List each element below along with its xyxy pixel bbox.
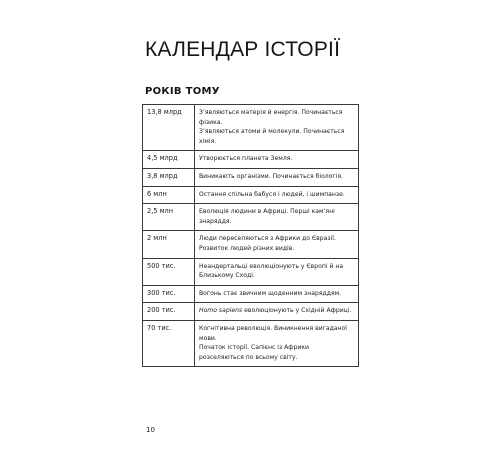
timeline-row bbox=[143, 204, 359, 231]
timeline-time: 300 тис. bbox=[143, 285, 195, 303]
timeline-event bbox=[195, 303, 359, 321]
timeline-row bbox=[143, 186, 359, 204]
timeline-event bbox=[195, 204, 359, 231]
timeline-event bbox=[195, 320, 359, 366]
timeline-time: 70 тис. bbox=[143, 320, 195, 366]
event-text: Люди переселяються з Африки до Євразії. Розвиток людей різних видів. bbox=[199, 235, 336, 252]
timeline-time: 200 тис. bbox=[143, 303, 195, 321]
timeline-event-line bbox=[199, 207, 355, 226]
timeline-time: 500 тис. bbox=[143, 258, 195, 285]
timeline-row bbox=[143, 105, 359, 151]
event-text: Початок історії. Сапієнс із Африки розселяються по всьому світу. bbox=[199, 344, 309, 361]
timeline-time: 2,5 млн bbox=[143, 204, 195, 231]
timeline-event-line bbox=[199, 306, 355, 316]
timeline-time: 13,8 млрд bbox=[143, 105, 195, 151]
timeline-event bbox=[195, 168, 359, 186]
timeline-event-line bbox=[199, 172, 355, 182]
timeline-event-line bbox=[199, 289, 355, 299]
timeline-event bbox=[195, 231, 359, 258]
timeline-time: 6 млн bbox=[143, 186, 195, 204]
timeline-row bbox=[143, 285, 359, 303]
event-text: Остання спільна бабуся і людей, і шимпанзе. bbox=[199, 190, 345, 198]
timeline-event-line bbox=[199, 343, 355, 362]
timeline-row bbox=[143, 168, 359, 186]
event-text: Вогонь стає звичним щоденним знаряддям. bbox=[199, 289, 342, 297]
timeline-event bbox=[195, 151, 359, 169]
event-text: Еволюція людини в Африці. Перші кам’яні знаряддя. bbox=[199, 208, 335, 225]
timeline-time: 2 млн bbox=[143, 231, 195, 258]
timeline-table bbox=[142, 104, 359, 367]
event-text: З’являються матерія й енергія. Починається фізика. bbox=[199, 109, 343, 126]
event-text: еволюціонують у Східній Африці. bbox=[242, 307, 352, 315]
event-text: Виникають організми. Починається біологія. bbox=[199, 172, 343, 180]
event-text: З’являються атоми й молекули. Починається хімія. bbox=[199, 128, 345, 145]
timeline-row bbox=[143, 151, 359, 169]
timeline-event-line bbox=[199, 324, 355, 343]
timeline-event-line bbox=[199, 154, 355, 164]
timeline-event-line bbox=[199, 234, 355, 253]
timeline-event bbox=[195, 105, 359, 151]
timeline-event-line bbox=[199, 127, 355, 146]
page-title: КАЛЕНДАР ІСТОРІЇ bbox=[145, 38, 341, 61]
timeline-event-line bbox=[199, 262, 355, 281]
timeline-event bbox=[195, 258, 359, 285]
timeline-row bbox=[143, 258, 359, 285]
timeline-event bbox=[195, 186, 359, 204]
timeline-row bbox=[143, 231, 359, 258]
event-text: Когнітивна революція. Виникнення вигаданої мови. bbox=[199, 324, 347, 342]
species-name: Homo sapiens bbox=[199, 307, 243, 315]
timeline-event-line bbox=[199, 108, 355, 127]
timeline-time: 3,8 млрд bbox=[143, 168, 195, 186]
timeline-body bbox=[143, 105, 359, 367]
event-text: Неандертальці еволюціонують у Європі й на Близькому Сході. bbox=[199, 262, 344, 280]
timeline-event-line bbox=[199, 190, 355, 200]
timeline-row bbox=[143, 320, 359, 366]
timeline-time: 4,5 млрд bbox=[143, 151, 195, 169]
section-title: РОКІВ ТОМУ bbox=[145, 86, 220, 97]
timeline-event bbox=[195, 285, 359, 303]
page-number: 10 bbox=[146, 426, 155, 434]
event-text: Утворюється планета Земля. bbox=[199, 155, 293, 163]
timeline-row bbox=[143, 303, 359, 321]
